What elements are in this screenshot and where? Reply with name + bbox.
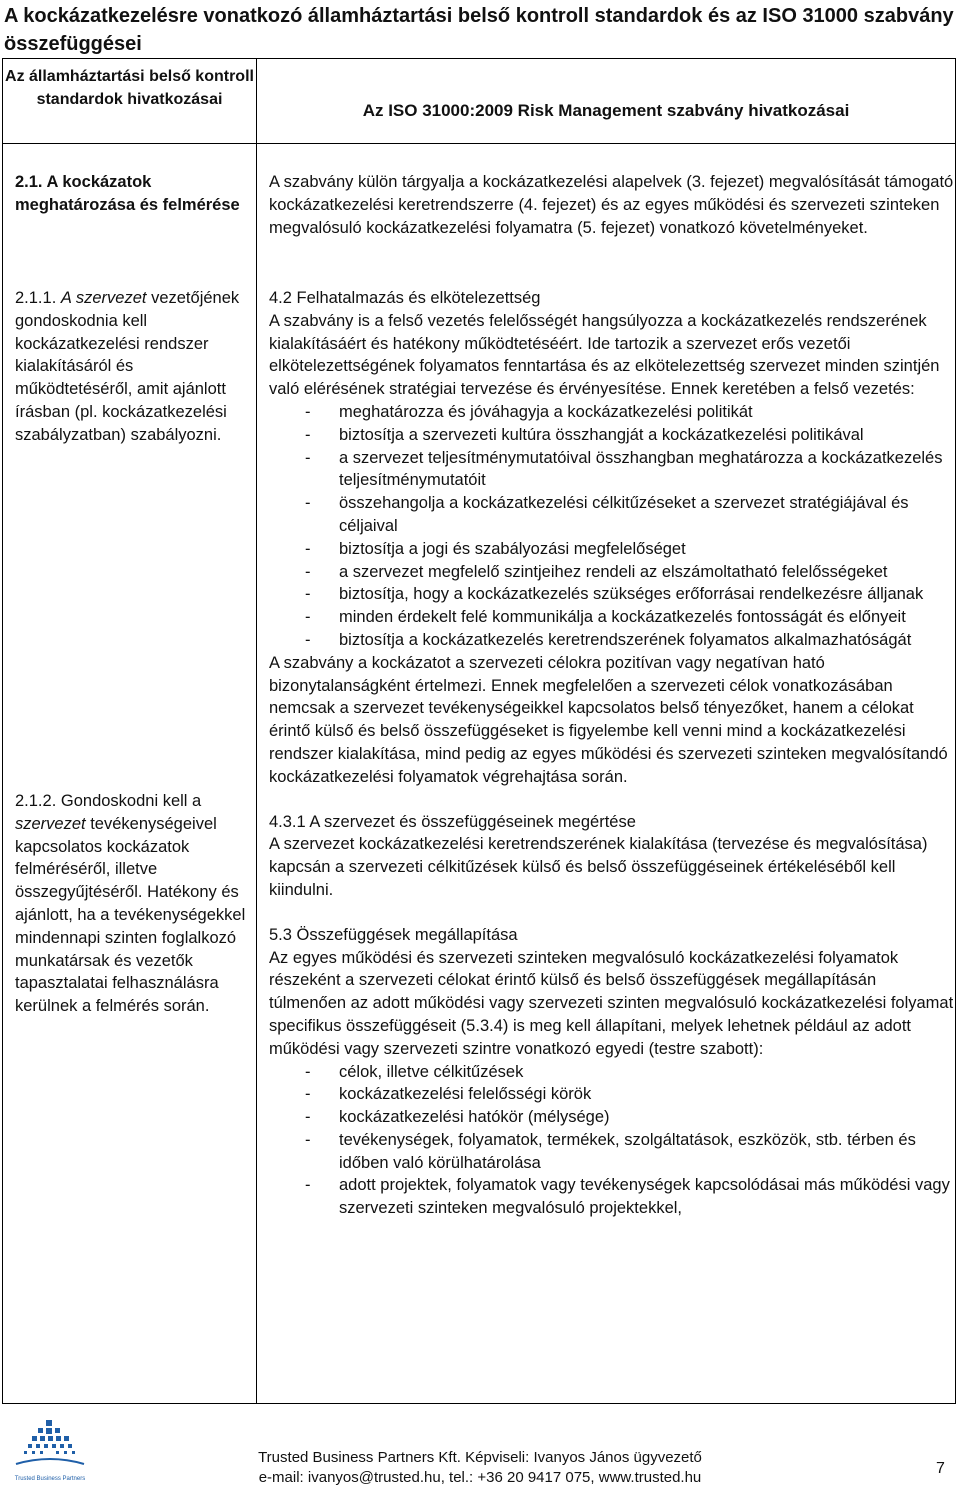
header-divider [3,143,955,144]
list-item: - kockázatkezelési hatókör (mélysége) [269,1106,955,1129]
section-2-1-heading [15,171,247,217]
section-5-3-body: Az egyes működési és szervezeti szinteken megvalósuló kockázatkezelési folyamatok részeként a szervezeti célokat érintő külső és belső összefüggések megállapításán túlmenően az adott működési vagy szervezeti szinten megvalósuló kockázatkezelési folyamat specifikus összefüggéseit (5.3.4) is meg kell állapítani, melyek lehetnek például az adott működési vagy szervezeti szintre vonatkozó egyedi (testre szabott): [269,948,954,1058]
right-section-4-2 [269,287,955,1220]
list-item: - biztosítja a jogi és szabályozási megfelelőséget [269,538,955,561]
section-4-2-body: A szabvány is a felső vezetés felelősségét hangsúlyozza a kockázatkezelés rendszerének kialakításáért és hatékony működtetéséért. Ide tartozik a szervezet erős vezetői elkötelezettségének folyamatos fenntartása és az elkötelezettség szervezet minden szintjén való elérésének stratégiai tervezése és érvényesítése. Ennek keretében a felső vezetés: [269,311,940,399]
section-2-1-1-text: vezetőjének gondoskodnia kell kockázatkezelési rendszer kialakításáról és működtetéséről, amit ajánlott írásban (pl. kockázatkezelési szabályzatban) szabályozni. [15,289,240,444]
section-2-1-2-pre: Gondoskodni kell a [60,792,202,810]
section-4-3-1-body: A szervezet kockázatkezelési keretrendszerének kialakítása (tervezése és megvalósítása) kapcsán a szervezeti célkitűzések külső és belső összefüggéseinek értékeléséből kell kiindulni. [269,835,928,899]
list-item: - összehangolja a kockázatkezelési célkitűzéseket a szervezet stratégiájával és céljaival [269,492,955,538]
section-2-1-2-number: 2.1.2. [15,792,57,810]
list-item: - a szervezet megfelelő szintjeihez rendeli az elszámoltatható felelősségeket [269,561,955,584]
left-column-header: Az államháztartási belső kontroll standardok hivatkozásai [5,68,254,108]
page-number: 7 [936,1460,945,1477]
list-item: - kockázatkezelési felelősségi körök [269,1083,955,1106]
section-2-1-text: 2.1. A kockázatok meghatározása és felmérése [15,173,240,214]
section-2-1-1-number: 2.1.1. [15,289,57,307]
list-item: - célok, illetve célkitűzések [269,1061,955,1084]
list-item: - biztosítja a kockázatkezelés keretrendszerének folyamatos alkalmazhatóságát [269,629,955,652]
intro-paragraph: A szabvány külön tárgyalja a kockázatkezelési alapelvek (3. fejezet) megvalósítását támogató kockázatkezelési keretrendszerre (4. fejezet) és az egyes működési és szervezeti szinteken megvalósuló kockázatkezelési folyamatra (5. fejezet) vonatkozó követelményeket. [269,173,954,237]
svg-text:Trusted Business Partners: Trusted Business Partners [14,1476,86,1482]
list-item: - meghatározza és jóváhagyja a kockázatkezelési politikát [269,401,955,424]
section-2-1-1 [15,287,247,447]
section-4-2-tail: A szabvány a kockázatot a szervezeti célokra pozitívan vagy negatívan ható bizonytalanságként értelmezi. Ennek megfelelően a szervezeti célok vonatkozásában nemcsak a szervezet tevékenységeikkel kapcsolatos belső tényezőket, hanem a célokat érintő külső és belső összefüggéseket is figyelembe kell venni mind a kockázatkezelési rendszer kialakítása, mind pedig az egyes működési és szervezeti szinteken megvalósítandó kockázatkezelési folyamatok végrehajtása során. [269,653,948,786]
list-item: - biztosítja a szervezeti kultúra összhangját a kockázatkezelési politikával [269,424,955,447]
column-divider [256,59,257,1403]
section-5-3-list [269,1061,955,1221]
section-5-3-heading: 5.3 Összefüggések megállapítása [269,925,518,944]
right-intro [269,171,955,239]
section-2-1-2 [15,790,247,1018]
section-2-1-2-italic: szervezet [15,814,86,833]
footer-contact: e-mail: ivanyos@trusted.hu, tel.: +36 20 9417 075, www.trusted.hu [258,1469,702,1486]
list-item: - tevékenységek, folyamatok, termékek, szolgáltatások, eszközök, stb. térben és időben való körülhatárolása [269,1129,955,1175]
footer-company: Trusted Business Partners Kft. Képviseli: Ivanyos János ügyvezető [258,1449,702,1466]
right-column-header: Az ISO 31000:2009 Risk Management szabvány hivatkozásai [362,101,850,120]
section-4-2-list [269,401,955,652]
section-4-2-heading: 4.2 Felhatalmazás és elkötelezettség [269,289,541,307]
section-2-1-1-italic: A szervezet [60,289,147,307]
list-item: - minden érdekelt felé kommunikálja a kockázatkezelés fontosságát és előnyeit [269,606,955,629]
list-item: - biztosítja, hogy a kockázatkezelés szükséges erőforrásai rendelkezésre álljanak [269,583,955,606]
section-4-3-1-heading: 4.3.1 A szervezet és összefüggéseinek megértése [269,812,636,831]
section-2-1-2-text: tevékenységeivel kapcsolatos kockázatok felméréséről, illetve összegyűjtéséről. Hatékony és ajánlott, ha a tevékenységekkel mindennapi szinten foglalkozó munkatársak és vezetők tapasztalatai felhasználásra kerülnek a felmérés során. [15,814,246,1016]
list-item: - adott projektek, folyamatok vagy tevékenységek kapcsolódásai más működési vagy szervezeti szinteken megvalósuló projektekkel, [269,1174,955,1220]
list-item: - a szervezet teljesítménymutatóival összhangban meghatározza a kockázatkezelés teljesítménymutatóit [269,447,955,493]
document-title: A kockázatkezelésre vonatkozó államháztartási belső kontroll standardok és az ISO 31000 szabvány összefüggései [4,5,954,55]
comparison-table [2,58,956,1404]
